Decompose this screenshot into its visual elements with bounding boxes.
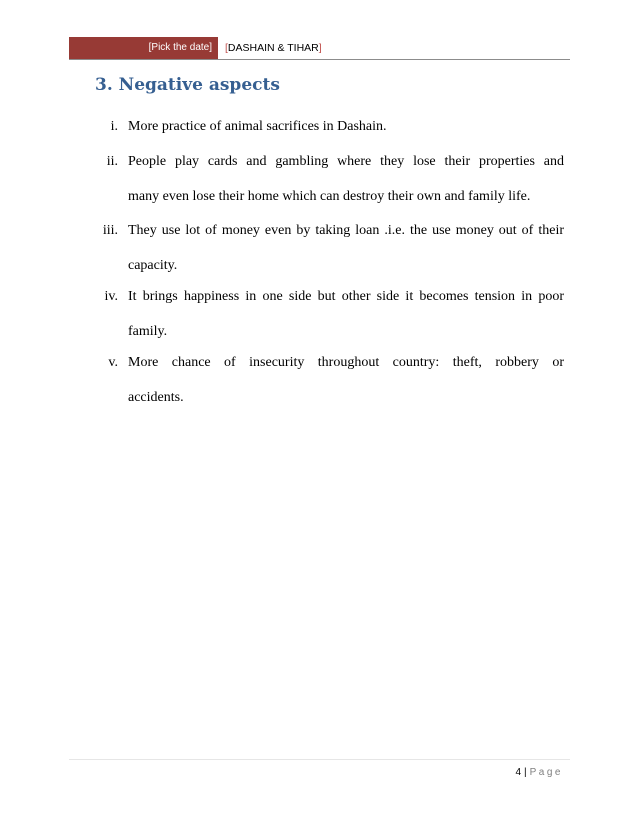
list-item-line: It brings happiness in one side but other side it becomes tension in poor [128,289,564,304]
list-item-text [128,117,564,137]
header-divider [69,59,570,60]
list-item-line: More chance of insecurity throughout country: theft, robbery or [128,355,564,370]
list-item-number: iii. [102,223,118,238]
list-item-number: i. [110,119,118,134]
list-item-number: ii. [106,154,118,169]
page-footer [515,767,563,778]
list-item-line: capacity. [128,258,178,273]
list-item-text [128,221,564,276]
list-item-line: accidents. [128,390,184,405]
list-item-number: v. [108,355,118,370]
list-item-line: many even lose their home which can destroy their own and family life. [128,189,531,204]
list-item-line: People play cards and gambling where they lose their properties and [128,154,564,169]
list-item-text [128,353,564,408]
page-label: Page [529,767,563,778]
page-number: 4 [515,767,522,778]
footer-separator: | [524,767,527,778]
list-item-number: iv. [104,289,118,304]
header-date-placeholder[interactable]: [Pick the date] [148,42,212,53]
section-heading: 3. Negative aspects [95,75,280,95]
header-title-text: DASHAIN & TIHAR [227,42,319,54]
list-item-line: They use lot of money even by taking loan .i.e. the use money out of their [128,223,564,238]
list-item-text [128,287,564,342]
footer-divider [69,759,570,760]
header-title-close-bracket: ] [318,42,322,54]
list-item-text [128,152,564,207]
list-item-line: family. [128,324,168,339]
header-document-title [225,37,322,59]
list-item-line: More practice of animal sacrifices in Dashain. [128,119,387,134]
header-title-open-bracket: [ [225,42,228,54]
